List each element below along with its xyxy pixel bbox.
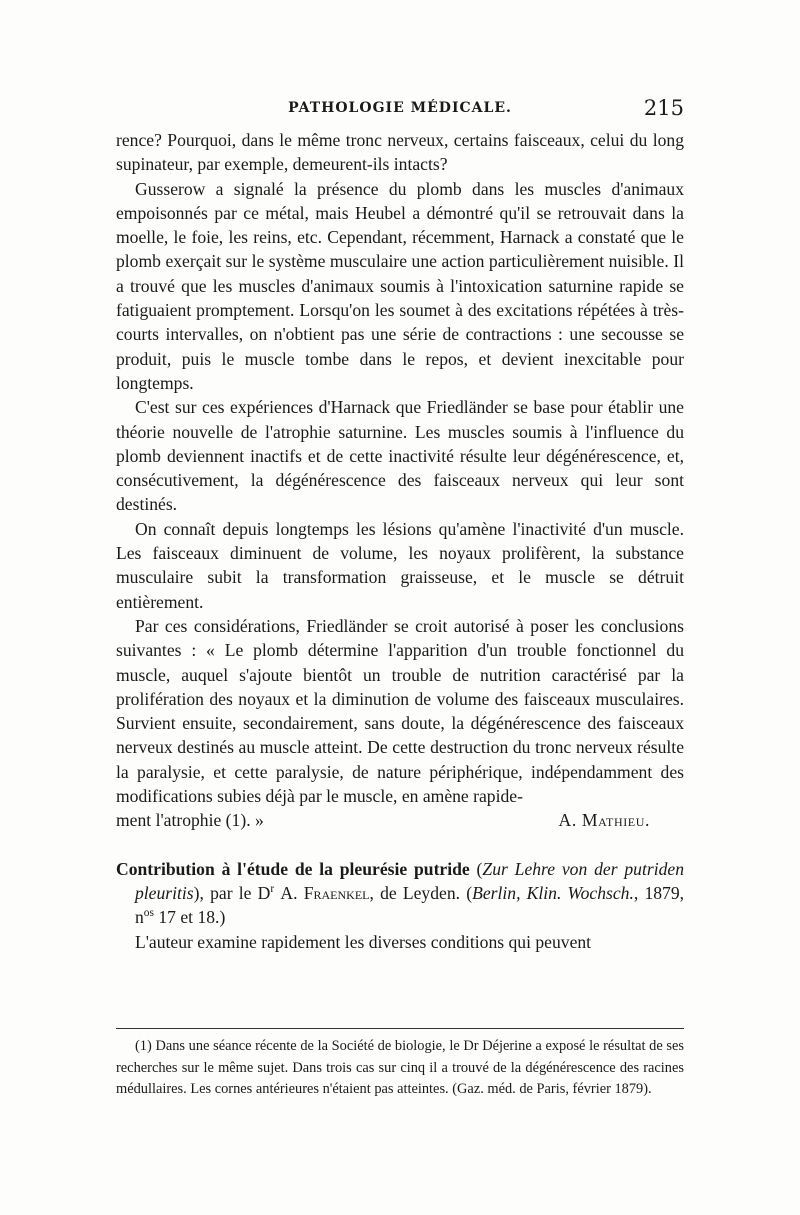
page-number: 215 (643, 96, 684, 120)
issue-abbr: n (135, 907, 144, 928)
page-body (116, 128, 684, 954)
article-journal: Berlin, Klin. Wochsch. (472, 882, 634, 903)
article-original-title: Zur Lehre von der putriden pleuritis (135, 858, 684, 903)
paragraph: On connaît depuis longtemps les lésions qu'amène l'inactivité d'un muscle. Les faisceaux diminuent de volume, les noyaux prolifèrent, la substance musculaire subit la transformation graisseuse, et le muscle se détruit entièrement. (116, 518, 684, 612)
paragraph: Gusserow a signalé la présence du plomb dans les muscles d'animaux empoisonnés par ce métal, mais Heubel a démontré qu'il se retrouvait dans la moelle, le foie, les reins, etc. Cependant, récemment, Harnack a constaté que le plomb exerçait sur le système musculaire une action particulièrement nuisible. Il a trouvé que les muscles d'animaux soumis à l'intoxication saturnine rapide se fatiguaient promptement. Lorsqu'on les soumet à des excitations répétées à très-courts intervalles, on n'obtient pas une série de contractions : une secousse se produit, puis le muscle tombe dans le repos, et devient inexcitable pour longtemps. (116, 178, 684, 393)
issue-numbers: 17 et 18. (158, 907, 220, 928)
paragraph: Par ces considérations, Friedländer se croit autorisé à poser les conclusions suivantes : « Le plomb détermine l'apparition d'un trouble fonctionnel du muscle, auquel s'ajoute bientôt un trouble de nutrition caractérisé par la prolifération des noyaux et la diminution de volume des faisceaux musculaires. Survient ensuite, secondairement, sans doute, la dégénérescence des faisceaux nerveux destinés au muscle atteint. De cette destruction du tronc nerveux résulte la paralysie, et cette paralysie, de nature périphérique, indépendamment des modifications subies déjà par le muscle, en amène rapide- (116, 615, 684, 807)
closing-line (116, 808, 684, 832)
paragraph: C'est sur ces expériences d'Harnack que Friedländer se base pour établir une théorie nouvelle de l'atrophie saturnine. Les muscles soumis à l'influence du plomb deviennent inactifs et de cette inactivité résulte leur dégénérescence, et, consécutivement, la dégénérescence des faisceaux nerveux qui leur sont destinés. (116, 397, 684, 515)
footnote (116, 1036, 684, 1101)
closing-text: ment l'atrophie (1). » (116, 810, 264, 831)
article-first-line: L'auteur examine rapidement les diverses conditions qui peuvent (135, 931, 592, 952)
footnote-rule (116, 1028, 684, 1029)
page-header (116, 96, 684, 122)
review-author: A. Mathieu. (558, 810, 650, 831)
running-head: PATHOLOGIE MÉDICALE. (288, 100, 512, 116)
article-heading: Contribution à l'étude de la pleurésie putride (Zur Lehre von der putriden pleuritis), par le $D^r$ A. Fraenkel, de Leyden. (Berlin, Klin. Wochsch., 1879, $n^{os}$ 17 et 18.) (116, 858, 685, 928)
article-year: 1879, (644, 882, 685, 903)
footnote-text: (1) Dans une séance récente de la Société de biologie, le Dr Déjerine a exposé le résultat de ses recherches sur le même sujet. Dans trois cas sur cinq il a trouvé de la dégénérescence des racines médullaires. Les cornes antérieures n'étaient pas atteintes. (Gaz. méd. de Paris, février 1879). (116, 1038, 684, 1098)
paragraph: rence? Pourquoi, dans le même tronc nerveux, certains faisceaux, celui du long supinateur, par exemple, demeurent-ils intacts? (116, 130, 684, 175)
doctor-sup: r (270, 883, 275, 896)
doctor-abbr: D (257, 882, 271, 903)
article-by: par le (210, 882, 252, 903)
article-title: Contribution à l'étude de la pleurésie putride (116, 858, 470, 879)
issue-sup: os (143, 907, 154, 920)
article-author: A. Fraenkel (280, 882, 370, 903)
article-place: de Leyden. (380, 882, 461, 903)
